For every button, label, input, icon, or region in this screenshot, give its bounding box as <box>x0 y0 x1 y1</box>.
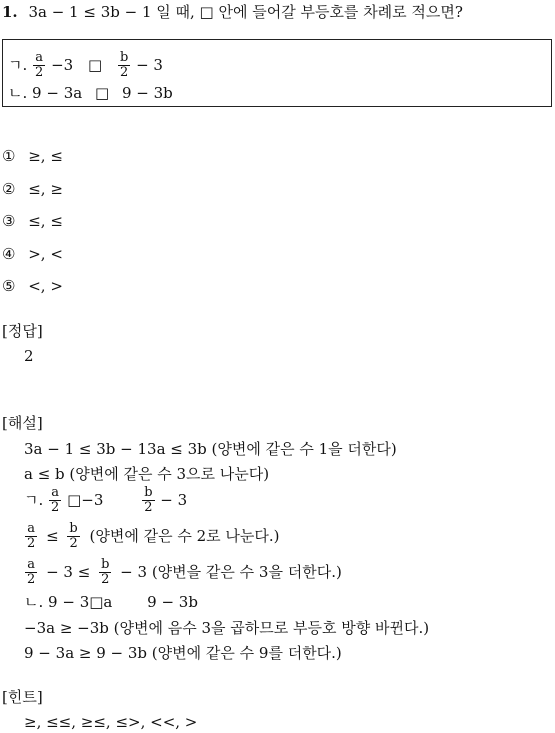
choice-2-text: ≤, ≥ <box>28 180 63 198</box>
question <box>2 3 463 21</box>
box-row-1-square: □ <box>88 56 103 75</box>
explanation-line-3-marker: ㄱ. <box>24 491 44 510</box>
box-row-2-left: 9 − 3a <box>32 84 83 102</box>
explanation-line-6-left: 9 − 3□a <box>48 593 113 611</box>
explanation-line-6 <box>24 593 198 611</box>
answer-value: 2 <box>24 347 34 365</box>
question-text: 3a − 1 ≤ 3b − 1 일 때, □ 안에 들어갈 부등호를 차례로 적으면? <box>28 3 463 21</box>
fraction-denominator: 2 <box>27 535 36 551</box>
explanation-line-1: 3a − 1 ≤ 3b − 13a ≤ 3b (양변에 같은 수 1을 더한다) <box>24 440 397 458</box>
explanation-line-4-left-fraction <box>25 522 37 550</box>
box-row-2-right: 9 − 3b <box>121 84 173 102</box>
fraction-numerator: b <box>101 557 110 572</box>
choice-3-number: ③ <box>2 212 16 230</box>
explanation-line-3-left-fraction <box>49 486 61 514</box>
fraction-numerator: a <box>27 521 36 536</box>
explanation-line-7: −3a ≥ −3b (양변에 음수 3을 곱하므로 부등호 방향 바뀐다.) <box>24 619 430 637</box>
choice-5[interactable] <box>2 277 63 295</box>
fraction-denominator: 2 <box>35 64 44 80</box>
box-row-2-marker: ㄴ. <box>8 84 28 102</box>
box-row-2-square: □ <box>94 84 110 102</box>
explanation-line-3-left-tail: □−3 <box>67 491 104 510</box>
choice-2[interactable] <box>2 180 63 198</box>
choice-3[interactable] <box>2 212 63 230</box>
fraction-denominator: 2 <box>27 571 36 587</box>
choice-1[interactable] <box>2 147 63 165</box>
box-row-1-marker: ㄱ. <box>8 56 28 75</box>
explanation-line-4-operator: ≤ <box>46 527 59 546</box>
explanation-line-5-note: − 3 (양변을 같은 수 3을 더한다.) <box>120 563 342 582</box>
explanation-line-6-marker: ㄴ. <box>24 593 44 611</box>
choice-4-text: >, < <box>28 245 63 263</box>
choice-3-text: ≤, ≤ <box>28 212 63 230</box>
explanation-line-3 <box>24 486 187 514</box>
explanation-line-3-right-fraction <box>142 486 154 514</box>
question-number: 1. <box>2 3 18 21</box>
choice-4[interactable] <box>2 245 63 263</box>
box-row-1-right-fraction <box>118 51 130 79</box>
box-row-1-right-tail: − 3 <box>136 56 163 75</box>
explanation-line-5 <box>24 558 342 586</box>
choice-1-number: ① <box>2 147 16 165</box>
explanation-label: [해설] <box>2 414 43 432</box>
fraction-denominator: 2 <box>67 536 79 551</box>
fraction-denominator: 2 <box>99 572 111 587</box>
fraction-numerator: a <box>35 50 44 65</box>
explanation-line-8: 9 − 3a ≥ 9 − 3b (양변에 같은 수 9를 더한다.) <box>24 644 342 662</box>
fraction-numerator: b <box>69 521 78 536</box>
box-row-2 <box>8 84 173 102</box>
explanation-line-4-right-fraction <box>67 522 79 550</box>
fraction-numerator: b <box>119 50 129 65</box>
answer-label: [정답] <box>2 322 43 340</box>
fraction-denominator: 2 <box>51 499 60 515</box>
choice-4-number: ④ <box>2 245 16 263</box>
explanation-line-4 <box>24 522 280 550</box>
box-row-1-left-fraction <box>33 51 45 79</box>
box-row-1-left-tail: −3 <box>51 56 74 75</box>
choice-5-text: <, > <box>28 277 63 295</box>
box-row-1 <box>8 51 163 79</box>
explanation-line-5-middle: − 3 ≤ <box>46 563 91 582</box>
fraction-numerator: a <box>27 557 36 572</box>
choice-2-number: ② <box>2 180 16 198</box>
explanation-line-3-right-tail: − 3 <box>160 491 188 510</box>
choice-5-number: ⑤ <box>2 277 16 295</box>
hint-text: ≥, ≤≤, ≥≤, ≤>, <<, > <box>24 713 198 731</box>
explanation-line-2: a ≤ b (양변에 같은 수 3으로 나눈다) <box>24 465 270 483</box>
fraction-numerator: b <box>144 485 153 500</box>
explanation-line-6-right: 9 − 3b <box>147 593 198 611</box>
choice-1-text: ≥, ≤ <box>28 147 63 165</box>
explanation-line-4-note: (양변에 같은 수 2로 나눈다.) <box>89 527 280 546</box>
explanation-line-5-right-fraction <box>99 558 111 586</box>
explanation-line-5-left-fraction <box>25 558 37 586</box>
fraction-denominator: 2 <box>118 65 130 80</box>
fraction-denominator: 2 <box>142 500 154 515</box>
hint-label: [힌트] <box>2 688 43 706</box>
fraction-numerator: a <box>51 485 60 500</box>
